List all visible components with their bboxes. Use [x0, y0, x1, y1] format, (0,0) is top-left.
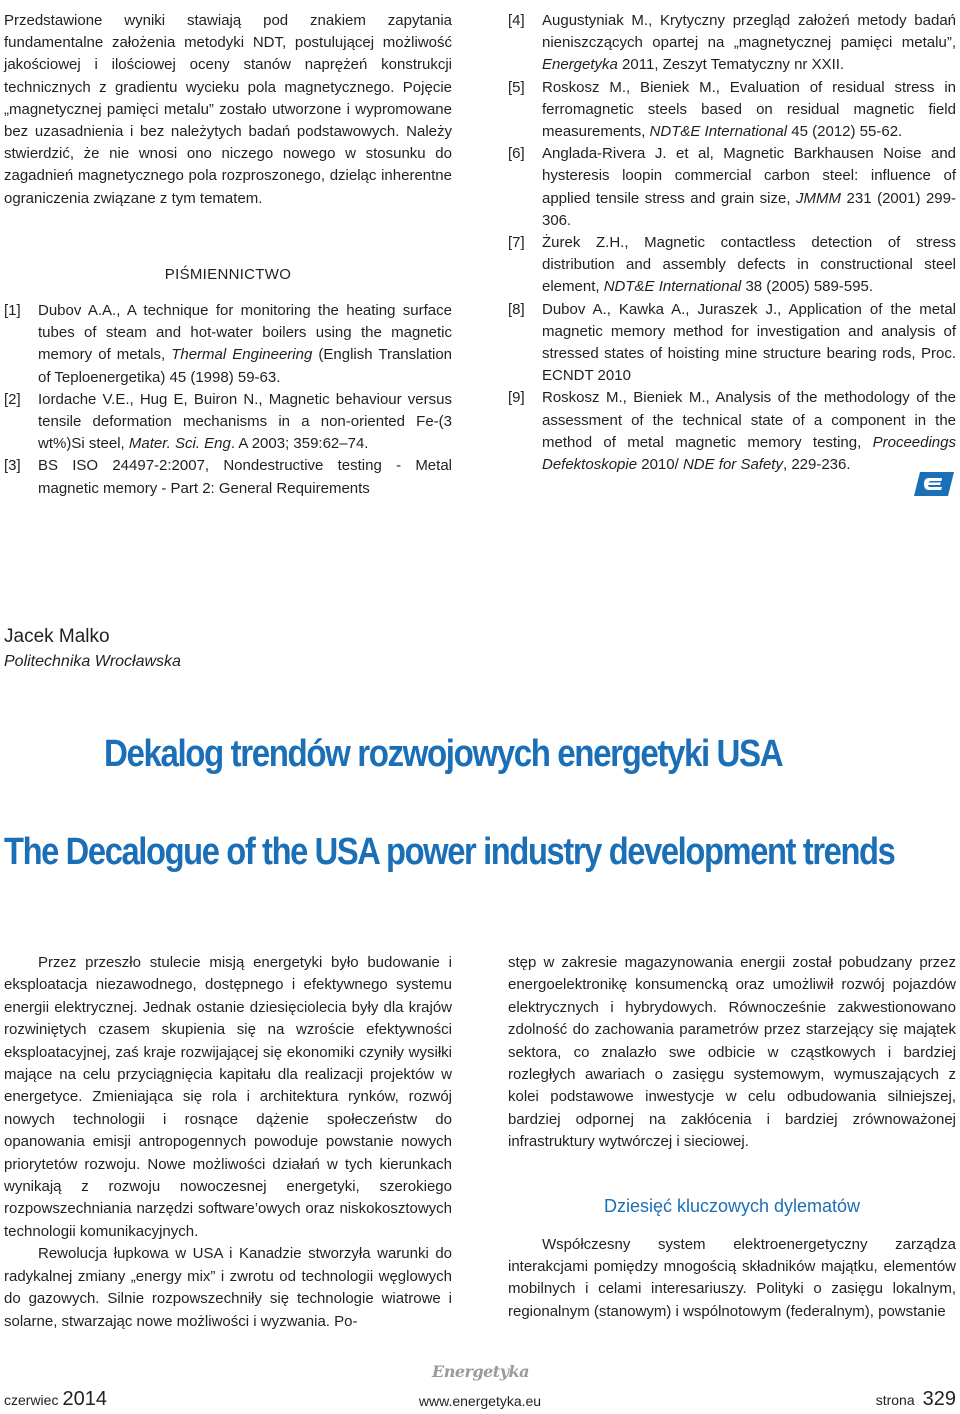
body-paragraph: stęp w zakresie magazynowania energii został pobudzany przez energoelektronikę konsumencką oraz umożliwił rozwój pojazdów elektrycznych i hybrydowych. Równocześnie zakwestionowano zdolność do zachowania parametrów przez starzejący się majątek sektora, co znalazło swe odbicie w cząstkowych i bardziej rozległych awariach o zasięgu systemowym, wymuszających z kolei podstawowe inwestycje w celu odbudowania silniejszej, bardziej odpornej na zakłócenia i bardziej zrównoważonej infrastruktury wytwórczej i sieciowej. [508, 954, 956, 1151]
article-title-english: The Decalogue of the USA power industry development trends [4, 831, 895, 873]
reference-number: [8] [508, 300, 525, 318]
page-number-value: 329 [922, 1388, 956, 1410]
body-paragraph: Przez przeszło stulecie misją energetyki było budowanie i eksploatacja niezawodnego, dostępnego i efektywnego systemu energii elektrycznej. Jednak ostanie dziesięciolecia były dla krajów rozwiniętych czasem skupienia się na wzroście efektywności eksploatacyjnej, zaś kraje rozwijającej się ekonomiki czyniły wysiłki mające na celu przyciągnięcia kapitału dla realizacji projektów w energetyce. Zmieniająca się rola i architektura rynków, rozwój nowych technologii i rosnące dążenie społeczeństw do opanowania emisji antropogennych powoduje powstanie nowych priorytetów rozwoju. Nowe możliwości działań w tych kierunkach wynikają z rozwoju nowoczesnej energetyki, szerokiego rozpowszechniania narzędzi software’owych oraz niskokosztowych technologii komunikacyjnych. [4, 954, 452, 1240]
reference-item [4, 455, 452, 499]
reference-number: [3] [4, 457, 21, 475]
reference-item [4, 300, 452, 389]
page-label: strona [875, 1392, 915, 1408]
page-footer [0, 1362, 960, 1414]
reference-text: Anglada-Rivera J. et al, Magnetic Barkhausen Noise and hysteresis loopin commercial carbon steel: influence of applied tensile stress and grain size, JMMM 231 (2001) 299-306. [542, 145, 956, 229]
top-right-column [508, 10, 956, 476]
reference-text: Iordache V.E., Hug E, Buiron N., Magnetic behaviour versus tensile deformation mechanisms in a non-oriented Fe-(3 wt%)Si steel, Mater. Sci. Eng. A 2003; 359:62–74. [38, 390, 452, 453]
reference-number: [6] [508, 145, 525, 163]
energetyka-logo: Energetyka [432, 1362, 529, 1381]
reference-item [508, 387, 956, 476]
reference-item [508, 10, 956, 77]
article-title-polish: Dekalog trendów rozwojowych energetyki USA [104, 733, 783, 775]
author-name: Jacek Malko [4, 626, 110, 647]
page-number [876, 1388, 956, 1411]
body-paragraph: Współczesny system elektroenergetyczny zarządza interakcjami pomiędzy mnogością składników majątku, elementów mobilnych i celami interesariuszy. Polityki o zasięgu lokalnym, regionalnym (stanowym) i wspólnotowym (federalnym), powstanie [508, 1235, 956, 1320]
reference-text: Żurek Z.H., Magnetic contactless detection of stress distribution and assembly defects in constructional steel element, NDT&E International 38 (2005) 589-595. [542, 234, 956, 296]
reference-item [4, 389, 452, 456]
reference-number: [5] [508, 78, 525, 96]
reference-text: Roskosz M., Bieniek M., Evaluation of residual stress in ferromagnetic steels based on residual magnetic field measurements, NDT&E International 45 (2012) 55-62. [542, 78, 956, 141]
body-paragraph: Rewolucja łupkowa w USA i Kanadzie stworzyła warunki do radykalnej zmiany „energy mix” i zwrotu od technologii węglowych do gazowych. Silnie rozpowszechniły się technologie wiatrowe i solarne, stwarzając nowe możliwości i wyzwania. Po- [4, 1245, 452, 1330]
article-left-column [4, 952, 452, 1333]
reference-number: [2] [4, 390, 21, 408]
reference-number: [1] [4, 302, 21, 320]
references-heading: PIŚMIENNICTWO [164, 265, 292, 283]
issue-date [4, 1388, 107, 1411]
reference-item [508, 299, 956, 388]
reference-number: [9] [508, 389, 525, 407]
author-affiliation: Politechnika Wrocławska [4, 653, 181, 670]
reference-text: BS ISO 24497-2:2007, Nondestructive testing - Metal magnetic memory - Part 2: General Requirements [38, 457, 452, 497]
reference-text: Dubov A.A., A technique for monitoring the heating surface tubes of steam and hot-water boilers using the magnetic memory of metals, Thermal Engineering (English Translation of Teploenergetika) 45 (1998) 59-63. [38, 302, 452, 386]
reference-number: [4] [508, 12, 525, 29]
conclusion-paragraph: Przedstawione wyniki stawiają pod znakiem zapytania fundamentalne założenia metodyki NDT, postulującej możliwość jakościowej i ilościowej oceny stanów naprężeń konstrukcji technicznych z gradientu wycieku pola magnetycznego. Pojęcie „magnetycznej pamięci metalu” zostało utworzone i wypromowane bez uzasadnienia i bez należytych badań podstawowych. Należy stwierdzić, że nie wnosi ono niczego nowego w stosunku do zagadnień magnetycznego pola rozproszonego, dzieląc inherentne ograniczenia związane z tym tematem. [4, 12, 452, 207]
issue-year: 2014 [62, 1388, 107, 1410]
website-link[interactable]: www.energetyka.eu [418, 1393, 542, 1409]
article-right-column [508, 952, 956, 1323]
reference-number: [7] [508, 234, 525, 252]
reference-item [508, 77, 956, 144]
reference-text: Dubov A., Kawka A., Juraszek J., Application of the metal magnetic memory method for investigation and analysis of stressed states of hoisting mine structure bearing rods, Proc. ECNDT 2010 [542, 300, 956, 385]
energetyka-end-mark-icon [914, 472, 954, 496]
reference-text: Augustyniak M., Krytyczny przegląd założeń metody badań nieniszczących opartej na „magnetycznej pamięci metalu”, Energetyka 2011, Zeszyt Tematyczny nr XXII. [542, 12, 956, 74]
issue-month: czerwiec [4, 1392, 59, 1408]
reference-item [508, 232, 956, 299]
reference-item [508, 143, 956, 232]
section-heading: Dziesięć kluczowych dylematów [603, 1195, 861, 1216]
reference-text: Roskosz M., Bieniek M., Analysis of the methodology of the assessment of the technical state of a component in the method of metal magnetic memory testing, Proceedings Defektoskopie 2010/ NDE for Safety, 229-236. [542, 389, 956, 474]
top-left-column [4, 10, 452, 500]
